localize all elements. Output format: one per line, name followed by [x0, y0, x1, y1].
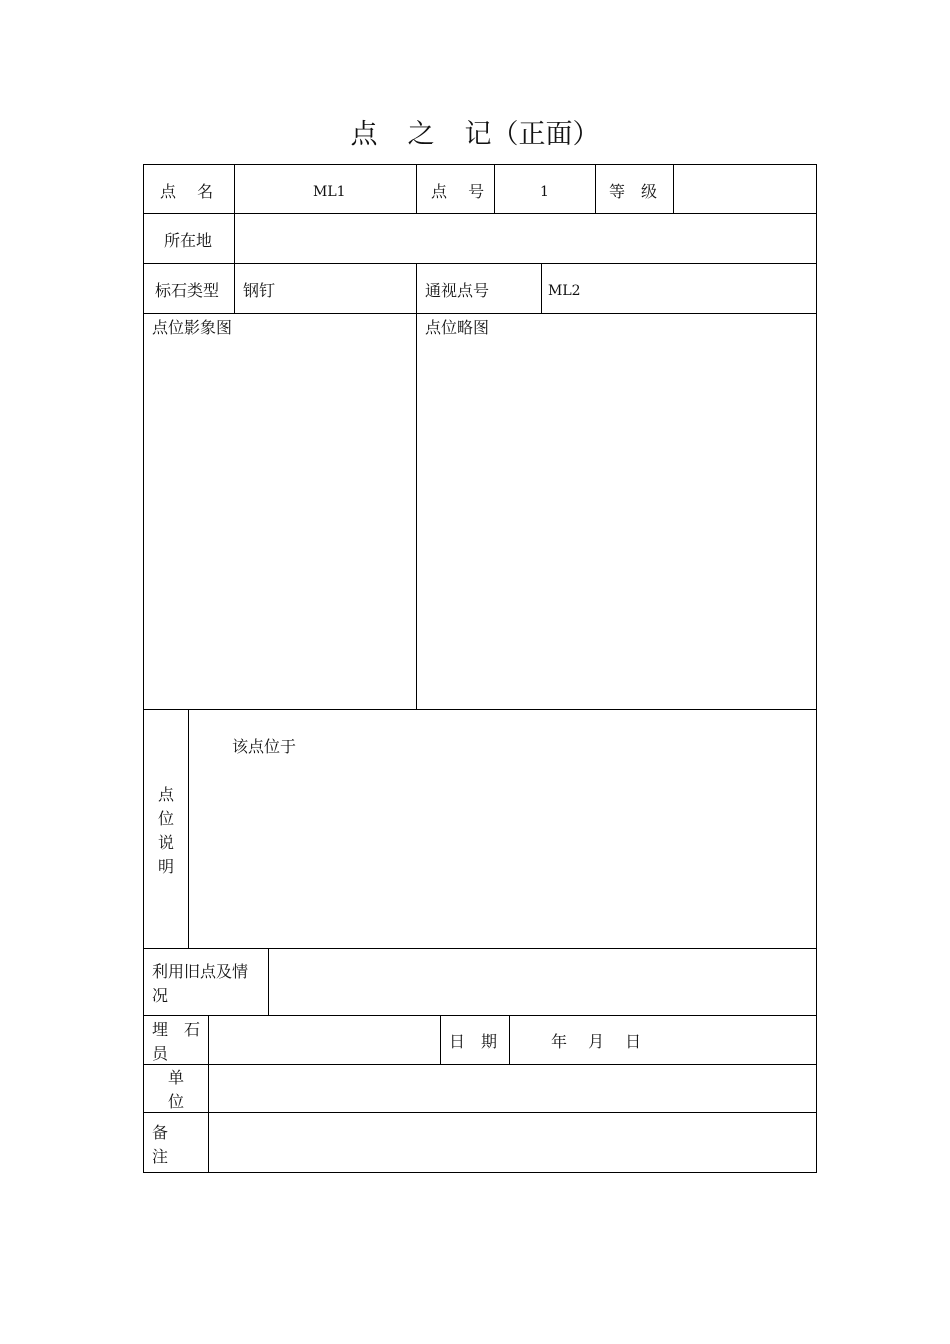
point-number-label: 点 号 — [431, 182, 485, 201]
date-label: 日 期 — [449, 1032, 498, 1051]
title-part-1: 点 — [350, 119, 378, 150]
row-divider — [143, 1064, 817, 1065]
col-divider — [416, 164, 417, 214]
point-image-label: 点位影象图 — [152, 318, 233, 337]
col-divider — [440, 1015, 441, 1065]
col-divider — [673, 164, 674, 214]
row-divider — [143, 313, 817, 314]
remark-label-line1: 备 — [152, 1123, 169, 1142]
sight-point-value[interactable]: ML2 — [548, 283, 581, 299]
point-name-value[interactable]: ML1 — [313, 184, 346, 200]
col-divider — [416, 263, 417, 314]
burier-label-line1: 埋 石 — [152, 1020, 201, 1039]
col-divider — [208, 1064, 209, 1172]
col-divider — [541, 263, 542, 314]
sight-point-label: 通视点号 — [425, 281, 490, 300]
row-divider — [143, 709, 817, 710]
marker-type-value[interactable]: 钢钉 — [243, 281, 276, 300]
burier-label-line2: 员 — [152, 1044, 169, 1063]
row-divider — [143, 1015, 817, 1016]
description-label-char: 位 — [157, 809, 174, 828]
description-label-char: 说 — [157, 833, 174, 852]
row-divider — [143, 948, 817, 949]
description-text[interactable]: 该点位于 — [232, 737, 297, 756]
description-label-char: 点 — [157, 785, 174, 804]
point-sketch-label: 点位略图 — [425, 318, 490, 337]
remark-label-line2: 注 — [152, 1147, 169, 1166]
grade-label: 等 级 — [609, 182, 658, 201]
col-divider — [494, 164, 495, 214]
description-label-char: 明 — [157, 857, 174, 876]
description-label — [156, 783, 176, 879]
point-name-label: 点 名 — [160, 182, 214, 201]
col-divider — [234, 213, 235, 264]
unit-label-line1: 单 — [168, 1068, 185, 1087]
marker-type-label: 标石类型 — [155, 281, 220, 300]
title-part-2: 之 — [407, 119, 435, 150]
col-divider — [234, 263, 235, 314]
unit-label-line2: 位 — [168, 1092, 185, 1111]
col-divider — [268, 948, 269, 1016]
date-value[interactable]: 年 月 日 — [551, 1032, 642, 1051]
point-number-value[interactable]: 1 — [540, 184, 549, 200]
col-divider — [208, 1015, 209, 1065]
page-title — [0, 112, 950, 151]
col-divider — [416, 313, 417, 710]
row-divider — [143, 1112, 817, 1113]
col-divider — [188, 709, 189, 949]
row-divider — [143, 213, 817, 214]
old-point-label-line2: 况 — [152, 986, 169, 1005]
old-point-label-line1: 利用旧点及情 — [152, 962, 249, 981]
col-divider — [595, 164, 596, 214]
col-divider — [509, 1015, 510, 1065]
row-divider — [143, 263, 817, 264]
title-part-3: 记（正面） — [464, 119, 600, 150]
col-divider — [234, 164, 235, 214]
location-label: 所在地 — [164, 231, 213, 250]
